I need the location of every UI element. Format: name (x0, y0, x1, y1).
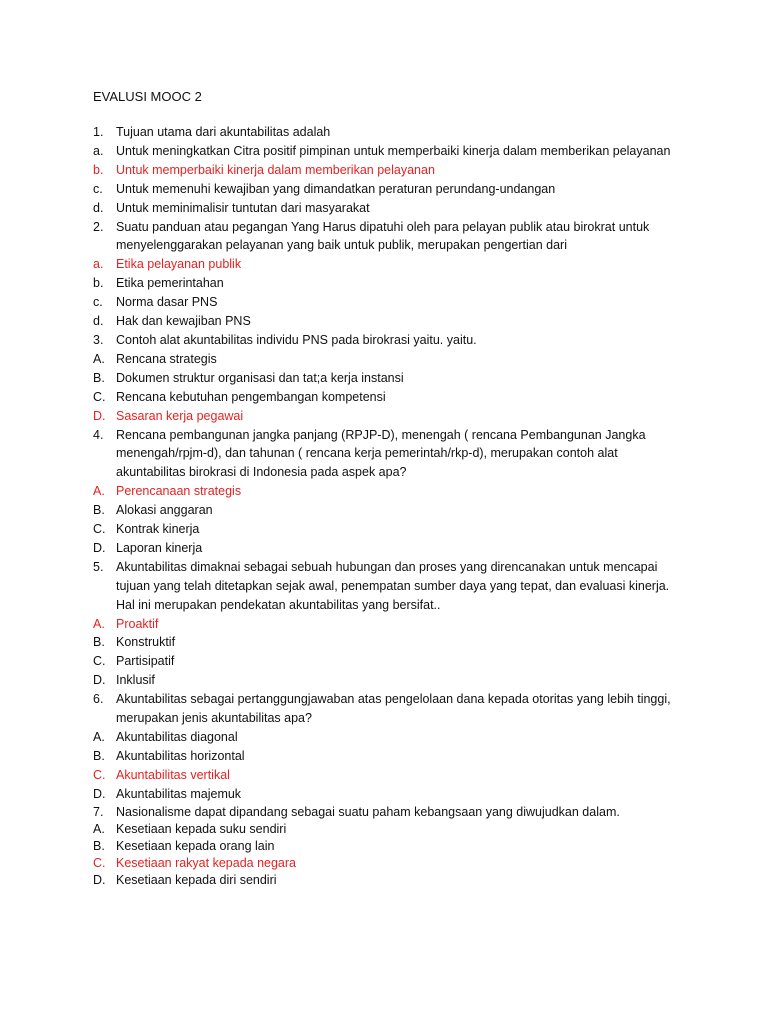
option-letter: A. (93, 821, 105, 836)
option-text: Untuk memperbaiki kinerja dalam memberikan pelayanan (116, 162, 435, 177)
option-d (93, 785, 683, 804)
option-b (93, 838, 683, 855)
option-text: Perencanaan strategis (116, 484, 242, 499)
option-text: Partisipatif (116, 654, 175, 669)
option-c (93, 293, 683, 312)
option-text: Alokasi anggaran (116, 503, 213, 518)
option-letter: D. (93, 540, 106, 555)
option-list (93, 482, 683, 558)
question-list (93, 123, 683, 889)
option-d (93, 539, 683, 558)
question-stem (93, 558, 683, 615)
option-letter: A. (93, 730, 105, 744)
option-letter: C. (93, 522, 106, 537)
option-d (93, 872, 683, 889)
option-letter: C. (93, 389, 106, 404)
option-text: Proaktif (116, 616, 159, 631)
question-number: 7. (93, 804, 104, 819)
question-7 (93, 804, 683, 889)
option-text: Untuk memenuhi kewajiban yang dimandatkan peraturan perundang-undangan (116, 181, 556, 196)
question-number: 2. (93, 219, 104, 234)
option-letter: c. (93, 295, 103, 310)
option-letter: D. (93, 673, 106, 688)
question-stem (93, 218, 683, 256)
option-list (93, 142, 683, 218)
option-letter: B. (93, 503, 105, 518)
option-c (93, 652, 683, 671)
option-list (93, 821, 683, 889)
option-letter: C. (93, 654, 106, 669)
question-stem (93, 804, 683, 821)
option-text: Konstruktif (116, 635, 176, 650)
option-a (93, 350, 683, 369)
question-text: Nasionalisme dapat dipandang sebagai suatu paham kebangsaan yang diwujudkan dalam. (116, 804, 620, 819)
option-letter: a. (93, 143, 104, 158)
option-list (93, 615, 683, 691)
option-text: Akuntabilitas horizontal (116, 748, 245, 763)
option-c-correct (93, 766, 683, 785)
option-letter: A. (93, 484, 105, 499)
option-text: Untuk meningkatkan Citra positif pimpinan untuk memperbaiki kinerja dalam memberikan pelayanan (116, 143, 671, 158)
option-d (93, 199, 683, 218)
question-6 (93, 690, 683, 803)
question-stem (93, 690, 683, 728)
option-text: Kesetiaan kepada suku sendiri (116, 821, 287, 836)
option-text: Untuk meminimalisir tuntutan dari masyarakat (116, 200, 370, 215)
option-b (93, 274, 683, 293)
option-letter: C. (93, 855, 106, 870)
question-2 (93, 218, 683, 331)
question-text: Akuntabilitas sebagai pertanggungjawaban atas pengelolaan dana kepada otoritas yang lebih tinggi, merupakan jenis akuntabilitas apa? (116, 692, 671, 726)
option-b (93, 747, 683, 766)
question-5 (93, 558, 683, 690)
option-text: Kesetiaan kepada diri sendiri (116, 872, 277, 887)
option-letter: b. (93, 162, 104, 177)
option-c-correct (93, 855, 683, 872)
question-text: Tujuan utama dari akuntabilitas adalah (116, 125, 331, 139)
option-b (93, 501, 683, 520)
option-letter: A. (93, 616, 105, 631)
option-list (93, 350, 683, 426)
option-letter: b. (93, 276, 104, 291)
question-4 (93, 426, 683, 558)
question-number: 1. (93, 125, 104, 139)
question-stem (93, 331, 683, 350)
option-letter: B. (93, 370, 105, 385)
option-a (93, 142, 683, 161)
option-text: Kesetiaan kepada orang lain (116, 838, 275, 853)
option-c (93, 520, 683, 539)
option-text: Akuntabilitas diagonal (116, 730, 238, 744)
option-letter: d. (93, 200, 104, 215)
question-stem (93, 426, 683, 483)
option-a-correct (93, 255, 683, 274)
option-text: Rencana kebutuhan pengembangan kompetensi (116, 389, 386, 404)
document-title: EVALUSI MOOC 2 (93, 89, 202, 104)
option-letter: B. (93, 748, 105, 763)
option-letter: a. (93, 257, 104, 272)
option-d-correct (93, 407, 683, 426)
option-text: Etika pemerintahan (116, 276, 224, 291)
option-b (93, 633, 683, 652)
option-letter: d. (93, 314, 104, 329)
option-letter: D. (93, 408, 106, 423)
option-text: Inklusif (116, 673, 155, 688)
option-d (93, 671, 683, 690)
option-text: Rencana strategis (116, 351, 217, 366)
option-text: Akuntabilitas majemuk (116, 786, 242, 801)
question-number: 6. (93, 692, 104, 707)
question-stem (93, 123, 683, 142)
option-text: Dokumen struktur organisasi dan tat;a kerja instansi (116, 370, 404, 385)
option-letter: D. (93, 786, 106, 801)
question-text: Akuntabilitas dimaknai sebagai sebuah hubungan dan proses yang direncanakan untuk mencapai tujuan yang telah ditetapkan sejak awal, penempatan sumber daya yang tepat, dan evaluasi kinerja. Hal ini merupakan pendekatan akuntabilitas yang bersifat.. (116, 559, 670, 612)
option-text: Akuntabilitas vertikal (116, 767, 230, 782)
option-b-correct (93, 161, 683, 180)
option-b (93, 369, 683, 388)
option-a (93, 728, 683, 747)
option-text: Sasaran kerja pegawai (116, 408, 244, 423)
option-letter: D. (93, 872, 106, 887)
question-number: 3. (93, 332, 104, 347)
question-text: Rencana pembangunan jangka panjang (RPJP-D), menengah ( rencana Pembangunan Jangka menengah/rpjm-d), dan tahunan ( rencana kerja pemerintah/rkp-d), merupakan contoh alat akuntabilitas birokrasi di Indonesia pada aspek apa? (116, 427, 646, 480)
option-a-correct (93, 615, 683, 634)
option-text: Etika pelayanan publik (116, 257, 242, 272)
option-text: Hak dan kewajiban PNS (116, 314, 251, 329)
option-letter: B. (93, 635, 105, 650)
option-text: Laporan kinerja (116, 540, 203, 555)
option-letter: c. (93, 181, 103, 196)
option-list (93, 255, 683, 331)
option-letter: A. (93, 351, 105, 366)
option-c (93, 388, 683, 407)
question-number: 4. (93, 427, 104, 442)
option-letter: C. (93, 767, 106, 782)
question-number: 5. (93, 559, 104, 574)
question-text: Contoh alat akuntabilitas individu PNS pada birokrasi yaitu. yaitu. (116, 332, 477, 347)
question-1 (93, 123, 683, 218)
option-d (93, 312, 683, 331)
option-a (93, 821, 683, 838)
option-text: Norma dasar PNS (116, 295, 218, 310)
question-3 (93, 331, 683, 426)
option-text: Kesetiaan rakyat kepada negara (116, 855, 296, 870)
option-c (93, 180, 683, 199)
option-list (93, 728, 683, 804)
option-letter: B. (93, 838, 105, 853)
question-text: Suatu panduan atau pegangan Yang Harus dipatuhi oleh para pelayan publik atau birokrat untuk menyelenggarakan pelayanan yang baik untuk publik, merupakan pengertian dari (116, 219, 650, 253)
option-a-correct (93, 482, 683, 501)
option-text: Kontrak kinerja (116, 522, 200, 537)
